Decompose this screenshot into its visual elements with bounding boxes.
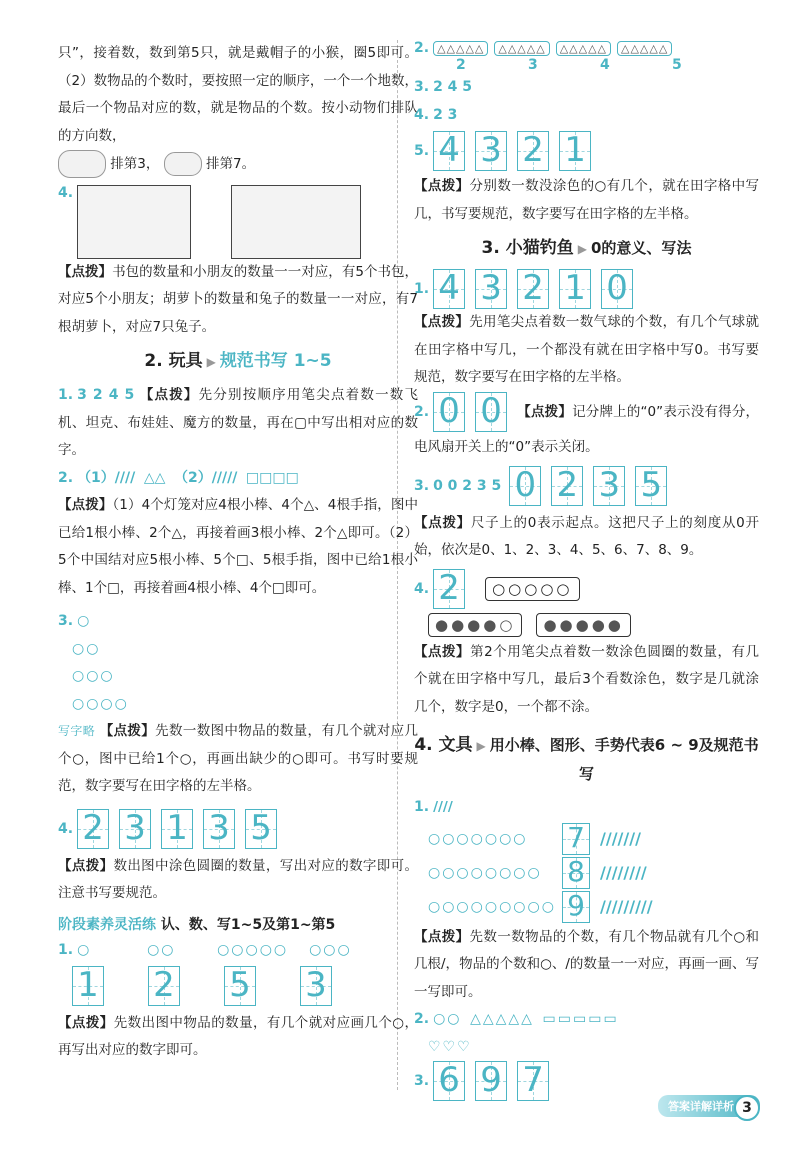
- q4-images: [58, 185, 418, 259]
- section-2-subtitle: 规范书写 1~5: [219, 351, 332, 371]
- left-column: [58, 40, 418, 1065]
- stage-circles: 1. ○ ○○ ○○○○○ ○○○: [58, 941, 352, 958]
- backpacks-kids-image: [77, 185, 191, 259]
- section-2-title: 2. 玩具: [144, 351, 203, 371]
- r-q2: 2. △△△△△ △△△△△ △△△△△ △△△△△: [414, 40, 759, 56]
- s4-q1-row: ○○○○○○○○○ 9 /////////: [428, 888, 653, 922]
- s3-q3-tip: 【点拨】尺子上的0表示起点。这把尺子上的刻度从0开始，依次是0、1、2、3、4、5、6、7、8、9。: [414, 514, 759, 558]
- tian-grid: 2: [77, 809, 109, 849]
- bead-box: ○○○○○: [485, 577, 579, 601]
- s3-q2: 2. 0 0 【点拨】记分牌上的“0”表示没有得分，电风扇开关上的“0”表示关闭。: [414, 390, 760, 455]
- r-q5: 5. 4 3 2 1: [414, 131, 759, 171]
- q3-tip: 写字略 【点拨】先数一数图中物品的数量，有几个就对应几个○，图中已给1个○，再画出缺少的○即可。书写时要规范，数字要写在田字格的左半格。: [58, 723, 419, 794]
- section-2-heading: 2. 玩具 ▶ 规范书写 1~5: [144, 351, 332, 371]
- q2-tip: 【点拨】（1）4个灯笼对应4根小棒、4个△、4根手指，图中已给1根小棒、2个△，再接着画3根小棒、2个△即可。（2）5个中国结对应5根小棒、5个□、5根手指，图中已给1根小棒、1个□，再接着画4根小棒、4个□即可。: [58, 497, 419, 596]
- sheep-icon: [164, 152, 202, 176]
- q4-tip: 【点拨】书包的数量和小朋友的数量一一对应，有5个书包，对应5个小朋友；胡萝卜的数量和兔子的数量一一对应，有7根胡萝卜，对应7只兔子。: [58, 263, 418, 335]
- q4-number: 4.: [58, 184, 74, 201]
- stage-tip: 【点拨】先数出图中物品的数量，有几个就对应画几个○，再写出对应的数字即可。: [58, 1014, 419, 1058]
- s3-q3: 3. 0 0 2 3 5 0 2 3 5: [414, 466, 759, 506]
- intro-tail-2: 排第7。: [205, 156, 256, 172]
- carrots-rabbits-image: [231, 185, 361, 259]
- stage-heading: 阶段素养灵活练 认、数、写1~5及第1~第5: [58, 916, 336, 933]
- section-4-heading: 4. 文具 ▶ 用小棒、图形、手势代表6 ~ 9及规范书写: [414, 735, 759, 783]
- stage-digits: 1 2 5 3: [72, 966, 418, 1006]
- s4-q1-tip: 【点拨】先数一数物品的个数，有几个物品就有几个○和几根/，物品的个数和○、/的数量一一对应，再画一画、写一写即可。: [414, 928, 760, 1000]
- s4-q3: 3. 6 9 7: [414, 1061, 759, 1101]
- s3-q1-tip: 【点拨】先用笔尖点着数一数气球的个数，有几个气球就在田字格中写几，一个都没有就在田字格中写0。书写要规范，数字要写在田字格的左半格。: [414, 314, 759, 385]
- tian-grid: 3: [203, 809, 235, 849]
- s3-q4-boxes: ●●●●○ ●●●●●: [414, 613, 759, 637]
- r-q3: 3. 2 4 5: [414, 79, 473, 95]
- section-3-heading: 3. 小猫钓鱼 ▶ 0的意义、写法: [481, 238, 692, 258]
- footer-badge: 答案详解详析: [658, 1095, 760, 1117]
- s3-q4-tip: 【点拨】第2个用笔尖点着数一数涂色圆圈的数量，有几个就在田字格中写几，最后3个看数涂色，数字是几就涂几个，数字是0，一个都不涂。: [414, 643, 760, 715]
- q1: 1. 3 2 4 5 【点拨】先分别按顺序用笔尖点着数一数飞机、坦克、布娃娃、魔方的数量，再在▢中写出相对应的数字。: [58, 387, 419, 458]
- tian-grid: 3: [119, 809, 151, 849]
- intro-text: 只”，接着数，数到第5只，就是戴帽子的小猴，圈5即可。（2）数物品的个数时，要按照一定的顺序，一个一个地数，最后一个物品对应的数，就是物品的个数。按小动物们排队的方向数， 排第3， 排第7。: [58, 40, 418, 179]
- tian-grid: 5: [245, 809, 277, 849]
- intro-tail-1: 排第3，: [110, 156, 160, 172]
- s4-q1-row: ○○○○○○○○ 8 ////////: [428, 854, 647, 888]
- r-q5-tip: 【点拨】分别数一数没涂色的○有几个，就在田字格中写几，书写要规范，数字要写在田字格的左半格。: [414, 178, 760, 222]
- s4-q2: 2. ○○ △△△△△ ▭▭▭▭▭ ♡♡♡: [414, 1011, 619, 1055]
- q3-answer: 3. ○ ○○ ○○○ ○○○○: [58, 613, 129, 712]
- q4b-digits: 4. 2 3 1 3 5: [58, 809, 418, 849]
- r-q2-labels: 2 3 4 5: [456, 57, 682, 73]
- s3-q1: 1. 4 3 2 1 0: [414, 269, 759, 309]
- q4b-tip: 【点拨】数出图中涂色圆圈的数量，写出对应的数字即可。注意书写要规范。: [58, 857, 419, 901]
- r-q4: 4. 2 3: [414, 106, 458, 123]
- tian-grid: 1: [161, 809, 193, 849]
- s4-q1-sticks: 1. ////: [414, 799, 453, 815]
- hen-icon: [58, 150, 106, 178]
- s3-q4: 4. 2 ○○○○○: [414, 569, 759, 609]
- page-number: 3: [734, 1095, 760, 1121]
- right-column: [414, 40, 759, 1101]
- s4-q1-row: ○○○○○○○ 7 ///////: [428, 820, 641, 854]
- q2-answer: 2. （1）//// △△ （2）///// □□□□: [58, 469, 299, 486]
